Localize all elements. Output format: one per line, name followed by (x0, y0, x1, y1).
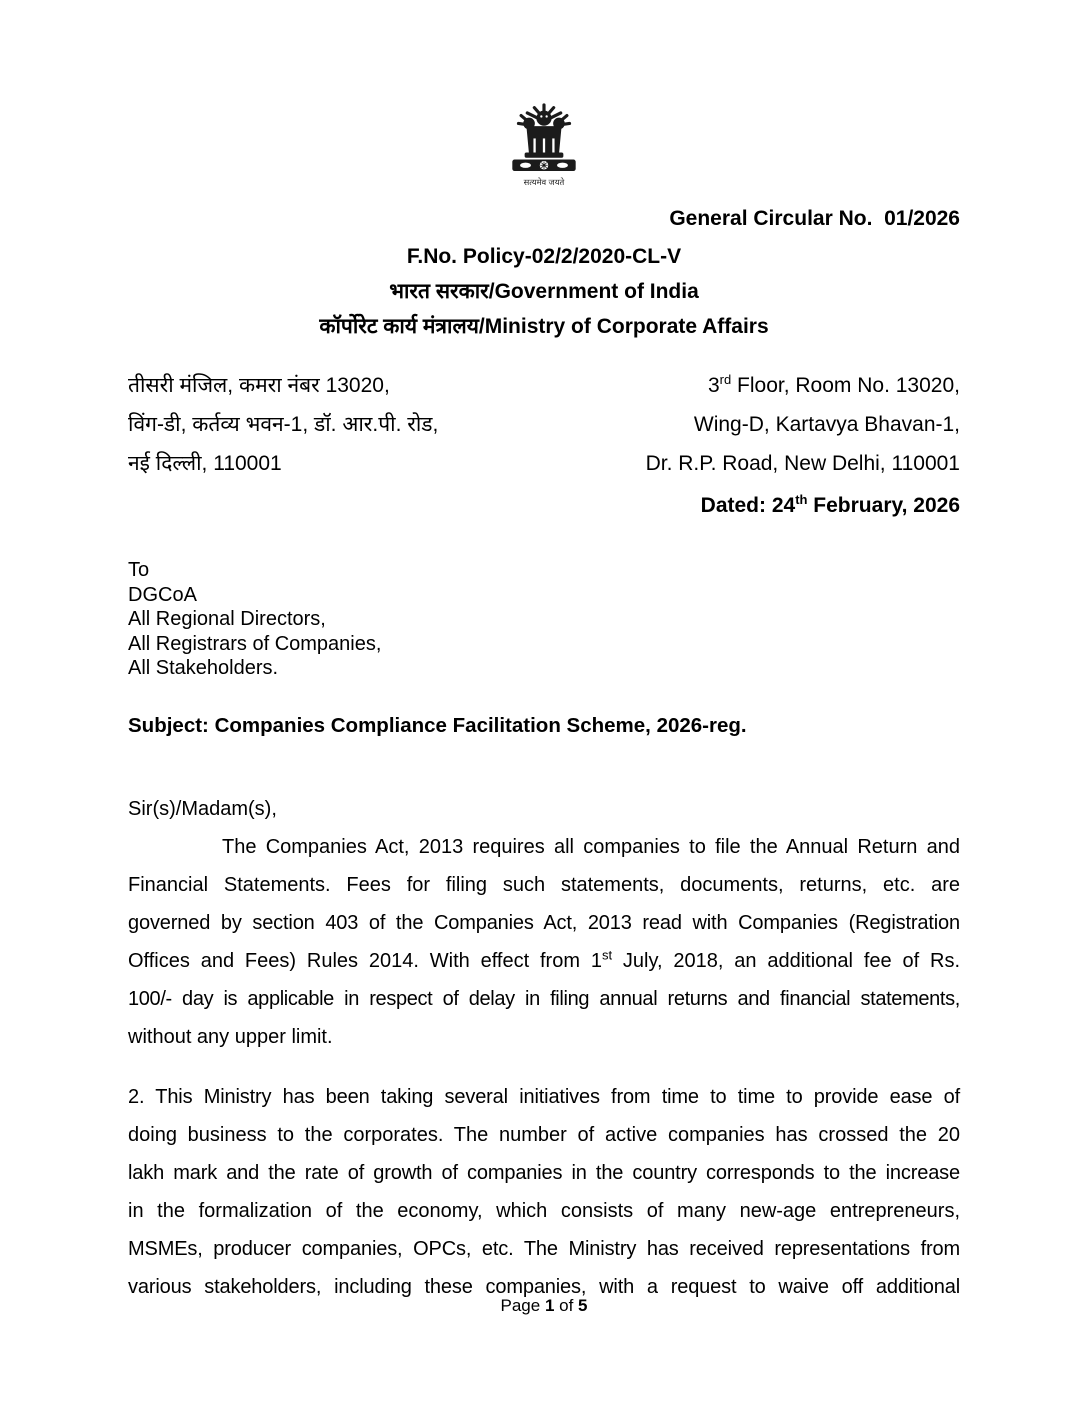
paragraph-line: 2. This Ministry has been taking several initiatives from time to time to provide ease of (128, 1085, 960, 1108)
body-paragraph-2 (128, 1078, 960, 1306)
address-english (646, 366, 960, 483)
address-hindi (128, 366, 438, 483)
paragraph-line: The Companies Act, 2013 requires all companies to file the Annual Return and (222, 835, 960, 858)
paragraph-line: lakh mark and the rate of growth of companies in the country corresponds to the increase (128, 1161, 960, 1184)
circular-number: General Circular No. 01/2026 (669, 207, 960, 230)
paragraph-line: 100/- day is applicable in respect of delay in filing annual returns and financial statements, (128, 987, 960, 1010)
emblem-motto: सत्यमेव जयते (523, 177, 565, 188)
subject-line: Subject: Companies Compliance Facilitation Scheme, 2026-reg. (128, 713, 747, 737)
paragraph-line: doing business to the corporates. The number of active companies has crossed the 20 (128, 1123, 960, 1146)
recipient-line: All Stakeholders. (128, 657, 279, 679)
page-total: 5 (578, 1296, 588, 1315)
recipients-block (128, 558, 960, 681)
paragraph-line: without any upper limit. (128, 1025, 333, 1048)
address-right-line: Wing-D, Kartavya Bhavan-1, (693, 413, 960, 436)
salutation: Sir(s)/Madam(s), (128, 797, 277, 820)
recipient-line: DGCoA (128, 583, 197, 606)
emblem-of-india (0, 0, 1088, 198)
to-label: To (128, 559, 150, 581)
address-left-line: तीसरी मंजिल, कमरा नंबर 13020, (128, 374, 390, 397)
paragraph-line: various stakeholders, including these companies, with a request to waive off additional (128, 1275, 960, 1298)
ministry-line: कॉर्पोरेट कार्य मंत्रालय/Ministry of Corporate Affairs (319, 315, 769, 338)
address-left-line: विंग-डी, कर्तव्य भवन-1, डॉ. आर.पी. रोड, (128, 413, 439, 436)
government-line: भारत सरकार/Government of India (389, 280, 699, 303)
page-footer: Page 1 of 5 (500, 1296, 588, 1315)
paragraph-line: Offices and Fees) Rules 2014. With effect from 1st July, 2018, an additional fee of Rs. (128, 946, 960, 972)
paragraph-line: Financial Statements. Fees for filing such statements, documents, returns, etc. are (128, 873, 960, 896)
paragraph-line: in the formalization of the economy, which consists of many new-age entrepreneurs, (128, 1199, 960, 1222)
page-number: 1 (544, 1296, 555, 1315)
body-paragraph-1 (128, 828, 960, 1056)
address-left-line: नई दिल्ली, 110001 (128, 452, 282, 475)
address-block (128, 366, 960, 483)
address-right-line: 3rd Floor, Room No. 13020, (707, 372, 960, 397)
file-number: F.No. Policy-02/2/2020-CL-V (406, 245, 682, 268)
paragraph-line: governed by section 403 of the Companies Act, 2013 read with Companies (Registration (128, 911, 960, 934)
dated-line: Dated: 24th February, 2026 (700, 492, 960, 517)
paragraph-line: MSMEs, producer companies, OPCs, etc. The Ministry has received representations from (128, 1237, 960, 1260)
address-right-line: Dr. R.P. Road, New Delhi, 110001 (645, 452, 960, 475)
recipient-line: All Regional Directors, (128, 608, 326, 630)
lion-capital-icon (500, 100, 588, 198)
header-block (128, 239, 960, 344)
recipient-line: All Registrars of Companies, (128, 632, 382, 655)
